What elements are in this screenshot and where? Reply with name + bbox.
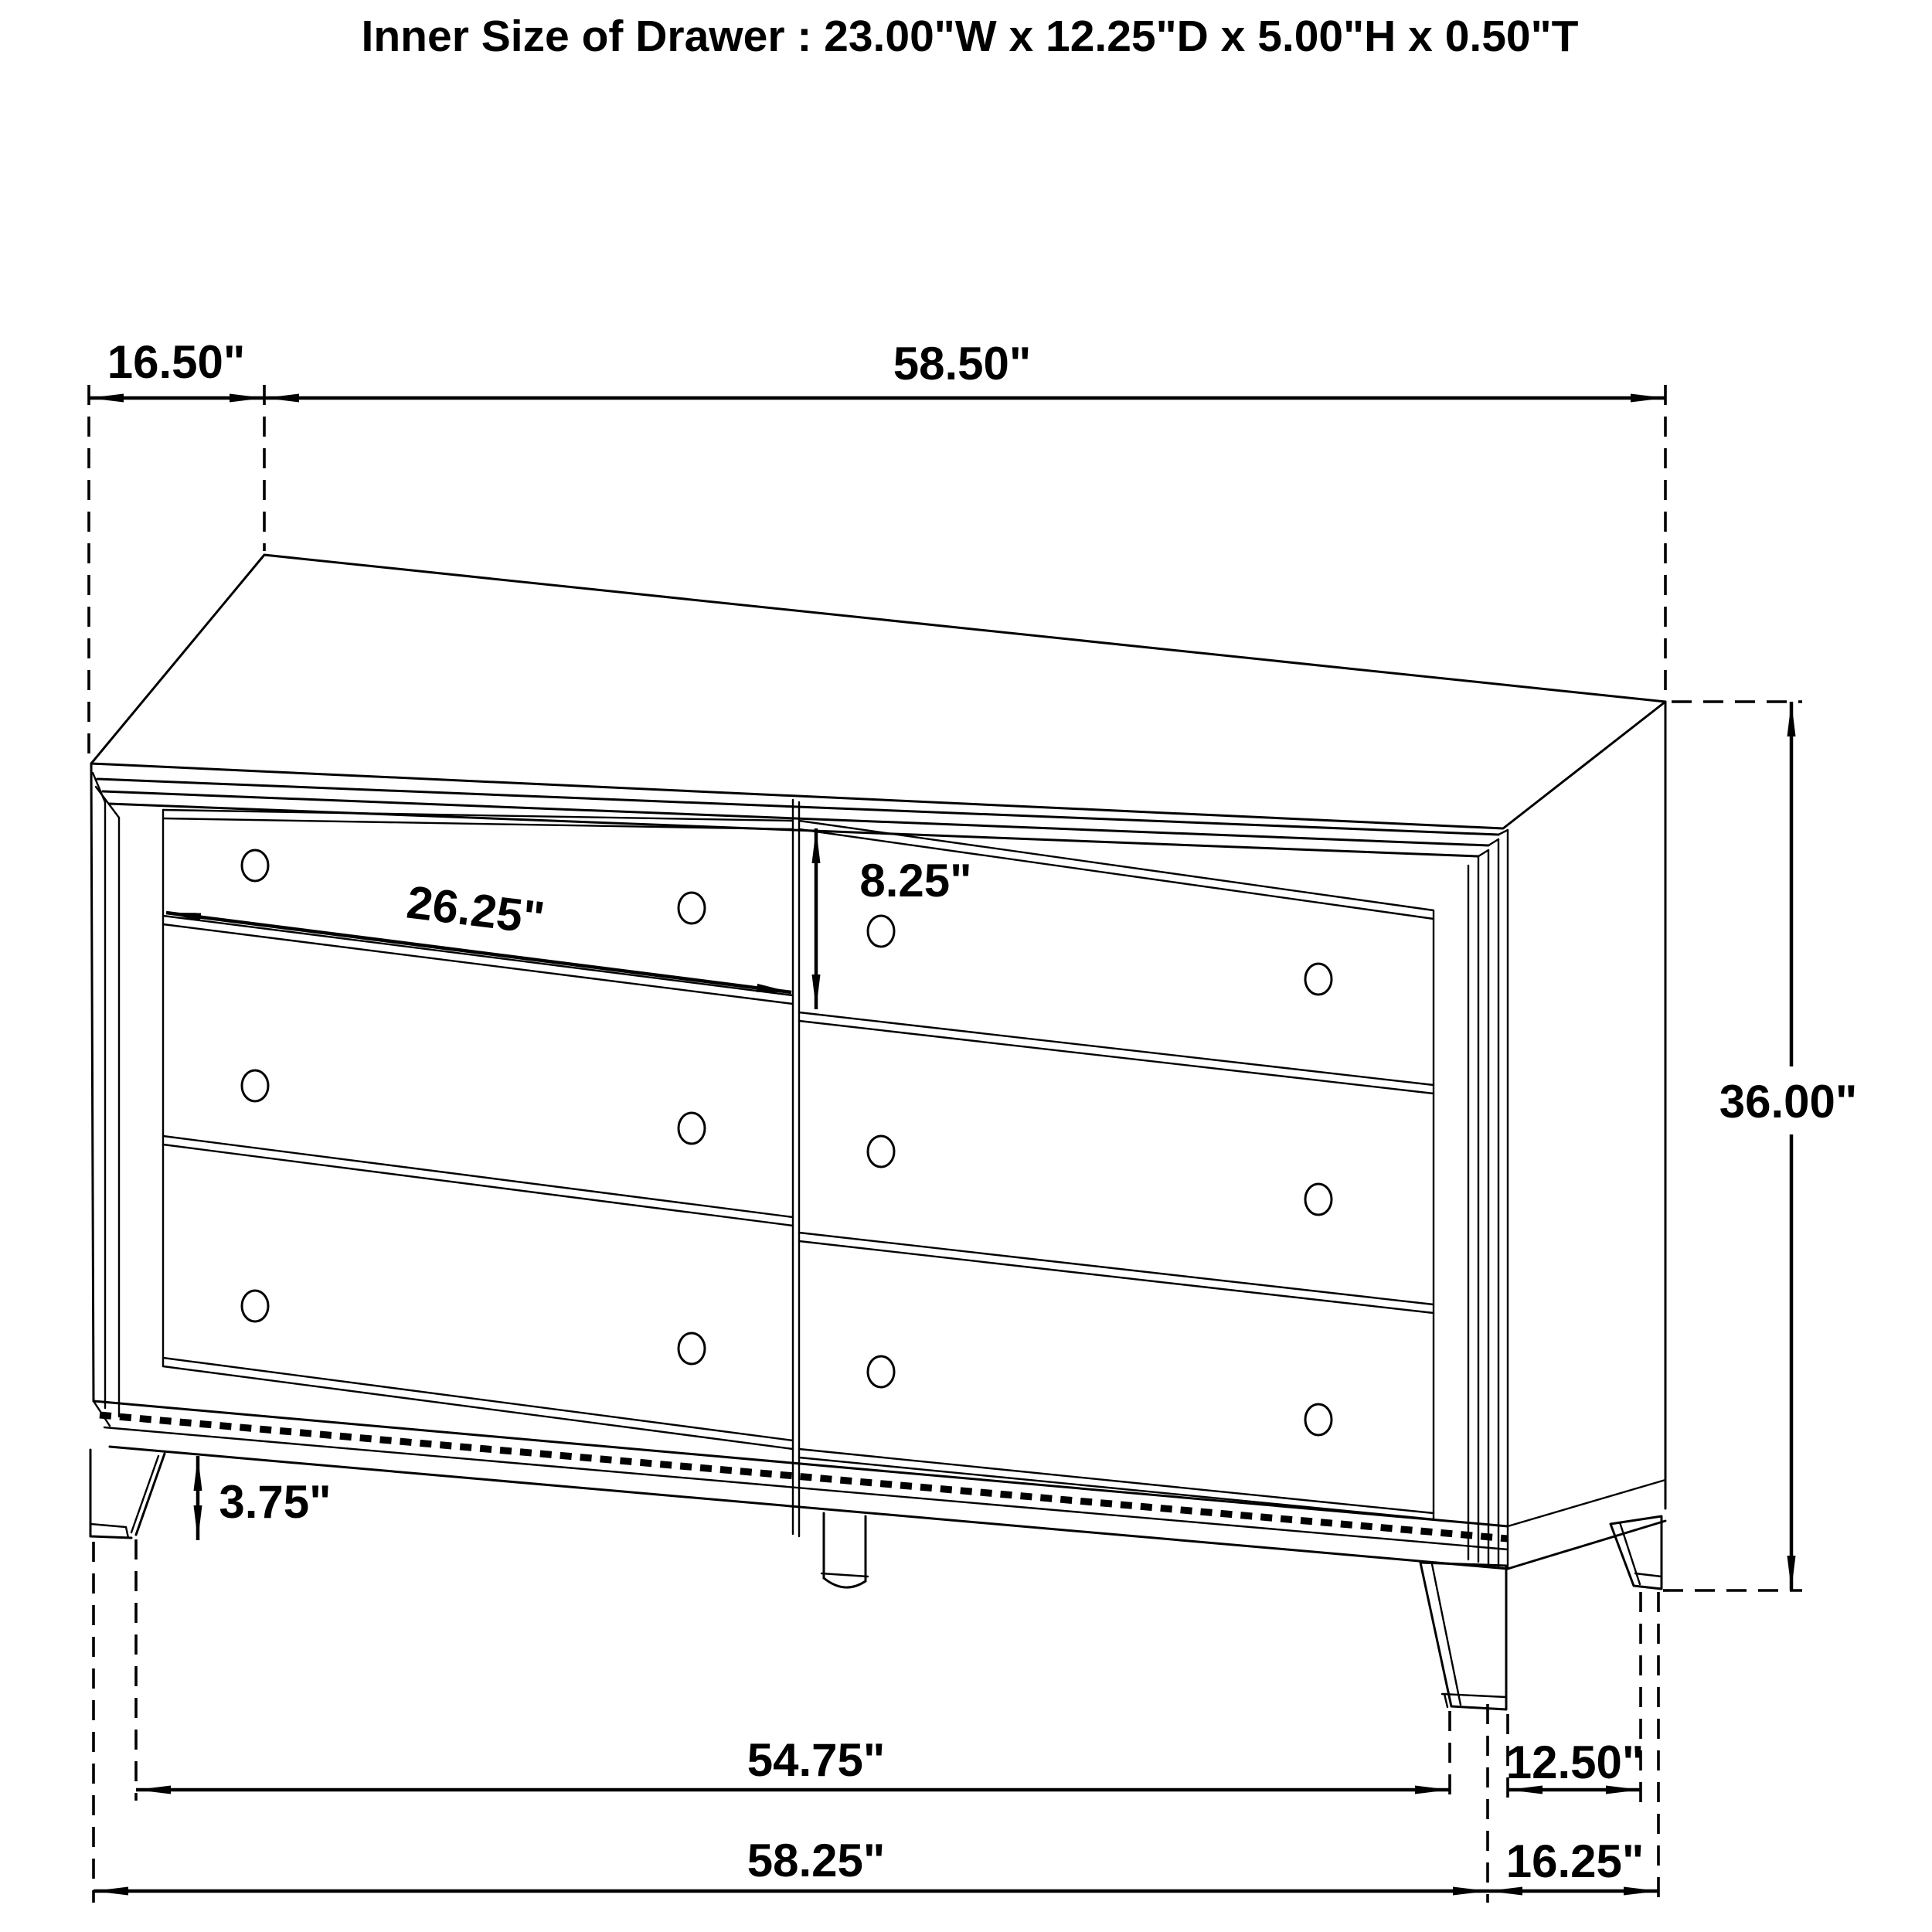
dim-top-depth	[89, 336, 264, 398]
right-side-panel	[1508, 702, 1665, 1569]
top-molding	[93, 773, 1508, 856]
center-front-leg	[821, 1513, 868, 1587]
right-corner-edges	[1468, 830, 1508, 1569]
dim-base-width	[94, 1835, 1488, 1891]
dim-label-overall-height: 36.00"	[1719, 1076, 1858, 1128]
dim-label-drawer-width: 26.25"	[403, 876, 548, 944]
dim-overall-height	[1702, 702, 1874, 1590]
dimension-annotations	[89, 336, 1874, 1891]
dim-label-top-width: 58.50"	[893, 338, 1032, 389]
back-right-leg	[1611, 1516, 1662, 1589]
dim-label-front-leg-span: 54.75"	[747, 1734, 886, 1786]
center-divider	[793, 800, 799, 1536]
diagram-title: Inner Size of Drawer : 23.00"W x 12.25"D x 5.00"H x 0.50"T	[361, 12, 1579, 61]
drawer-knobs	[242, 850, 1332, 1435]
extension-lines	[89, 385, 1802, 1903]
dim-label-base-depth: 16.25"	[1505, 1835, 1645, 1887]
dim-drawer-height	[816, 828, 972, 1009]
dim-label-side-leg-span: 12.50"	[1505, 1736, 1645, 1788]
dim-label-drawer-height: 8.25"	[859, 855, 972, 906]
dim-base-depth	[1488, 1835, 1658, 1891]
front-right-leg	[1420, 1563, 1506, 1709]
left-frame	[91, 764, 163, 1417]
front-left-leg	[90, 1450, 165, 1538]
dim-label-leg-height: 3.75"	[219, 1476, 332, 1528]
dim-label-base-width: 58.25"	[747, 1835, 886, 1886]
dim-label-top-depth: 16.50"	[107, 336, 246, 388]
dim-top-width	[264, 338, 1665, 398]
dim-leg-height	[198, 1456, 332, 1540]
dim-side-leg-span	[1506, 1736, 1645, 1790]
dresser-drawing	[90, 555, 1665, 1709]
dim-front-leg-span	[136, 1734, 1450, 1790]
